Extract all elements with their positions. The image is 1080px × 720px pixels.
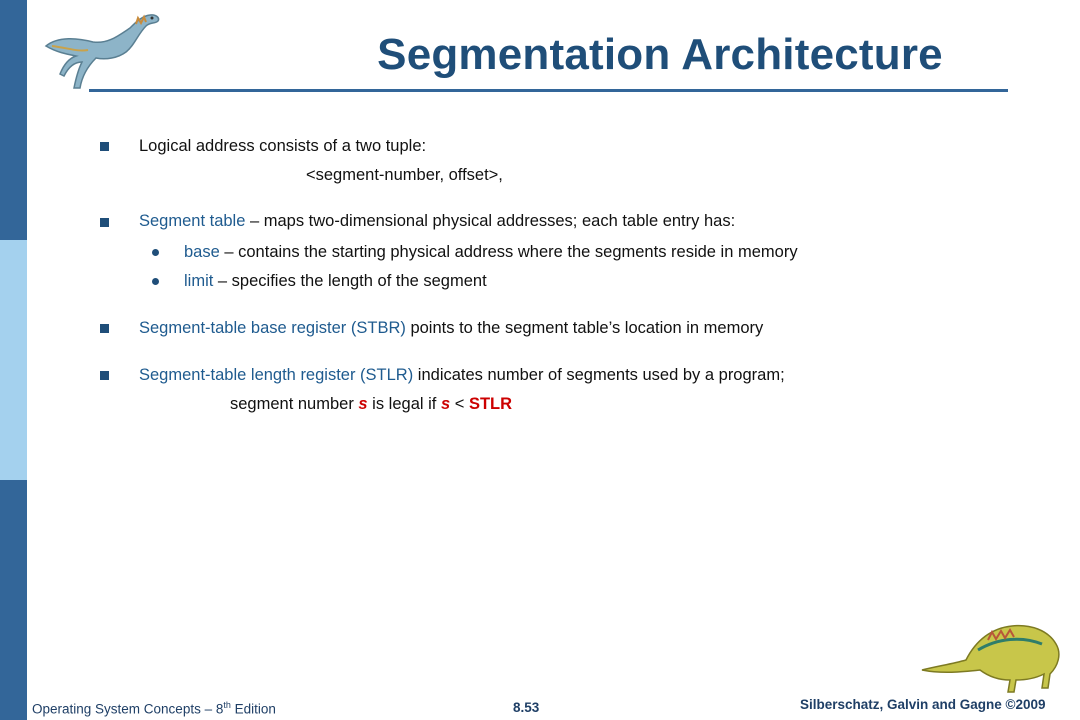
- bullet-stlr: [139, 366, 785, 385]
- square-bullet-icon: [100, 371, 109, 380]
- sub-bullet-limit: [184, 272, 487, 291]
- footer-right: Silberschatz, Galvin and Gagne ©2009: [800, 697, 1046, 712]
- bullet-logical-address: Logical address consists of a two tuple:: [139, 137, 427, 155]
- stlr-desc: indicates number of segments used by a program;: [413, 366, 785, 384]
- sidebar-stripe: [0, 0, 27, 720]
- page-number: 8.53: [513, 700, 540, 715]
- legal-pre: segment number: [230, 395, 359, 413]
- footer-left: [32, 700, 276, 717]
- legal-lt: <: [450, 395, 469, 413]
- term-base: base: [184, 243, 220, 261]
- legal-stlr: STLR: [468, 395, 513, 413]
- footer-edition-sup: th: [223, 700, 231, 710]
- legal-mid: is legal if: [367, 395, 441, 413]
- limit-desc: – specifies the length of the segment: [213, 272, 487, 290]
- footer-edition: Edition: [230, 701, 276, 717]
- bullet-segment-table: [139, 212, 735, 231]
- legality-condition: [230, 395, 512, 414]
- round-bullet-icon: [152, 278, 159, 285]
- dinosaur-logo-icon: [38, 6, 166, 92]
- sub-bullet-base: [184, 243, 798, 262]
- round-bullet-icon: [152, 249, 159, 256]
- term-limit: limit: [184, 272, 214, 290]
- term-segment-table: Segment table: [139, 212, 246, 230]
- bullet-stbr: [139, 319, 763, 338]
- slide-title: Segmentation Architecture: [377, 30, 943, 79]
- footer-book-title: Operating System Concepts – 8: [32, 701, 224, 717]
- stbr-desc: points to the segment table’s location in memory: [405, 319, 764, 337]
- term-stlr: Segment-table length register (STLR): [139, 366, 414, 384]
- sidebar-segment-bottom: [0, 480, 27, 720]
- dinosaur-footer-icon: [918, 610, 1068, 696]
- square-bullet-icon: [100, 218, 109, 227]
- legal-s: s: [358, 395, 368, 413]
- sidebar-segment-top: [0, 0, 27, 240]
- term-stbr: Segment-table base register (STBR): [139, 319, 406, 337]
- legal-s2: s: [440, 395, 451, 413]
- base-desc: – contains the starting physical address where the segments reside in memory: [219, 243, 798, 261]
- tuple-example: <segment-number, offset>,: [306, 166, 503, 184]
- square-bullet-icon: [100, 324, 109, 333]
- square-bullet-icon: [100, 142, 109, 151]
- segment-table-desc: – maps two-dimensional physical addresses; each table entry has:: [245, 212, 736, 230]
- sidebar-segment-middle: [0, 240, 27, 480]
- title-underline: [89, 89, 1008, 92]
